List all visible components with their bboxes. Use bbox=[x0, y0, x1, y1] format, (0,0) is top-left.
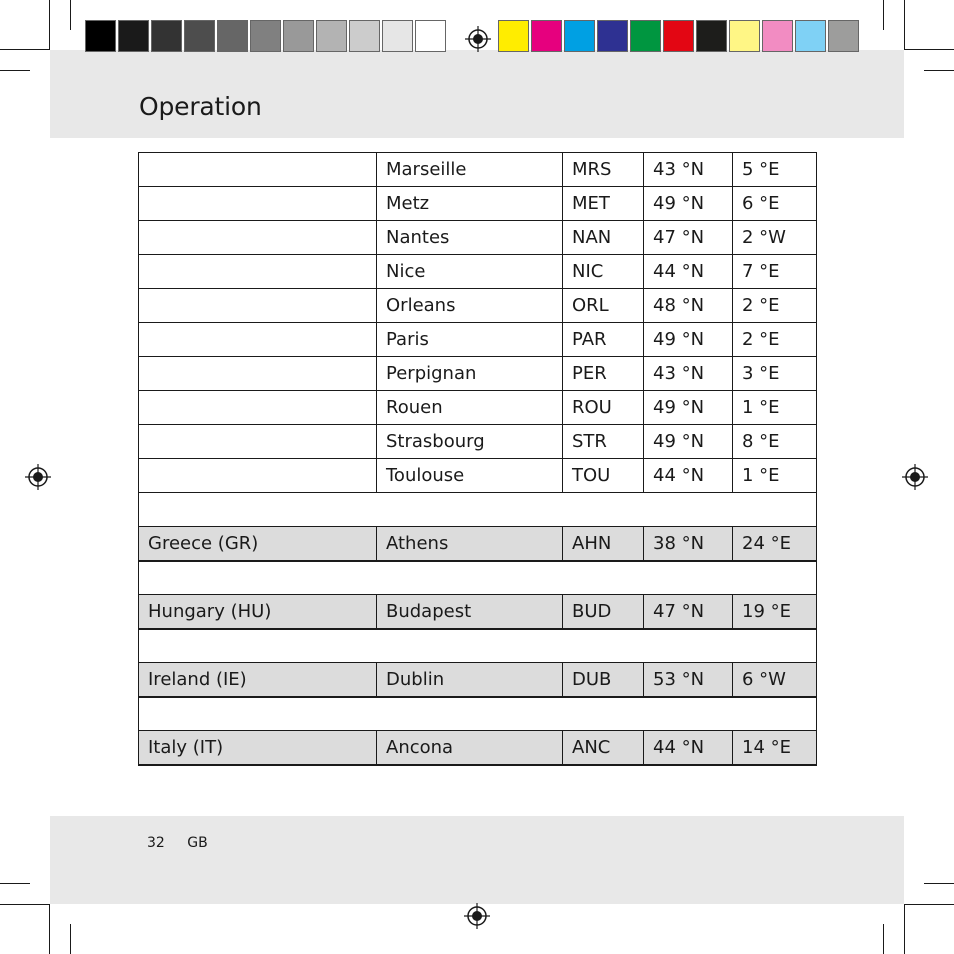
country-cell bbox=[139, 357, 377, 391]
table-row bbox=[139, 731, 817, 765]
latitude-cell: 43 °N bbox=[644, 357, 733, 391]
language-code: GB bbox=[187, 835, 208, 851]
city-cell: Dublin bbox=[377, 663, 563, 697]
longitude-cell: 19 °E bbox=[733, 595, 817, 629]
code-cell: MRS bbox=[563, 153, 644, 187]
color-swatch bbox=[762, 20, 793, 52]
table-row bbox=[139, 323, 817, 357]
color-swatch bbox=[415, 20, 446, 52]
city-cell: Budapest bbox=[377, 595, 563, 629]
color-swatch bbox=[828, 20, 859, 52]
latitude-cell: 48 °N bbox=[644, 289, 733, 323]
color-swatch bbox=[349, 20, 380, 52]
city-cell: Orleans bbox=[377, 289, 563, 323]
code-cell: BUD bbox=[563, 595, 644, 629]
city-cell: Rouen bbox=[377, 391, 563, 425]
table-row bbox=[139, 153, 817, 187]
table-row bbox=[139, 595, 817, 629]
longitude-cell: 5 °E bbox=[733, 153, 817, 187]
color-swatch bbox=[250, 20, 281, 52]
page-title: Operation bbox=[139, 92, 262, 121]
table-row bbox=[139, 255, 817, 289]
country-cell bbox=[139, 425, 377, 459]
country-cell: Italy (IT) bbox=[139, 731, 377, 765]
table-row bbox=[139, 391, 817, 425]
country-cell bbox=[139, 391, 377, 425]
country-cell bbox=[139, 289, 377, 323]
city-cell: Nantes bbox=[377, 221, 563, 255]
country-cell bbox=[139, 459, 377, 493]
color-swatch bbox=[531, 20, 562, 52]
city-cell: Strasbourg bbox=[377, 425, 563, 459]
crop-mark bbox=[904, 904, 954, 905]
code-cell: ORL bbox=[563, 289, 644, 323]
longitude-cell: 2 °W bbox=[733, 221, 817, 255]
city-table bbox=[138, 152, 817, 766]
country-cell: Greece (GR) bbox=[139, 527, 377, 561]
registration-mark-icon bbox=[464, 903, 490, 929]
code-cell: AHN bbox=[563, 527, 644, 561]
color-swatch bbox=[283, 20, 314, 52]
process-color-bar bbox=[498, 20, 861, 54]
latitude-cell: 47 °N bbox=[644, 221, 733, 255]
color-swatch bbox=[316, 20, 347, 52]
spacer-cell bbox=[139, 561, 817, 595]
spacer-row bbox=[139, 561, 817, 595]
city-cell: Paris bbox=[377, 323, 563, 357]
latitude-cell: 47 °N bbox=[644, 595, 733, 629]
spacer-row bbox=[139, 493, 817, 527]
latitude-cell: 43 °N bbox=[644, 153, 733, 187]
spacer-row bbox=[139, 697, 817, 731]
crop-mark bbox=[70, 0, 71, 30]
code-cell: PAR bbox=[563, 323, 644, 357]
crop-mark bbox=[0, 883, 30, 884]
city-cell: Athens bbox=[377, 527, 563, 561]
color-swatch bbox=[696, 20, 727, 52]
city-cell: Toulouse bbox=[377, 459, 563, 493]
footer-band bbox=[50, 816, 904, 904]
latitude-cell: 44 °N bbox=[644, 731, 733, 765]
crop-mark bbox=[70, 924, 71, 954]
crop-mark bbox=[49, 0, 50, 50]
spacer-cell bbox=[139, 629, 817, 663]
country-cell bbox=[139, 323, 377, 357]
color-swatch bbox=[498, 20, 529, 52]
latitude-cell: 49 °N bbox=[644, 391, 733, 425]
longitude-cell: 1 °E bbox=[733, 391, 817, 425]
color-swatch bbox=[795, 20, 826, 52]
crop-mark bbox=[904, 0, 905, 50]
crop-mark bbox=[883, 0, 884, 30]
crop-mark bbox=[904, 904, 905, 954]
crop-mark bbox=[924, 883, 954, 884]
code-cell: TOU bbox=[563, 459, 644, 493]
longitude-cell: 3 °E bbox=[733, 357, 817, 391]
color-swatch bbox=[564, 20, 595, 52]
crop-mark bbox=[924, 70, 954, 71]
longitude-cell: 24 °E bbox=[733, 527, 817, 561]
page-number: 32 bbox=[147, 835, 165, 851]
country-cell: Hungary (HU) bbox=[139, 595, 377, 629]
city-cell: Nice bbox=[377, 255, 563, 289]
crop-mark bbox=[883, 924, 884, 954]
color-swatch bbox=[382, 20, 413, 52]
latitude-cell: 53 °N bbox=[644, 663, 733, 697]
table-row bbox=[139, 221, 817, 255]
crop-mark bbox=[0, 70, 30, 71]
color-swatch bbox=[663, 20, 694, 52]
latitude-cell: 44 °N bbox=[644, 459, 733, 493]
table-row bbox=[139, 527, 817, 561]
code-cell: ROU bbox=[563, 391, 644, 425]
color-swatch bbox=[85, 20, 116, 52]
registration-mark-icon bbox=[902, 464, 928, 490]
crop-mark bbox=[49, 904, 50, 954]
color-swatch bbox=[118, 20, 149, 52]
table-row bbox=[139, 289, 817, 323]
crop-mark bbox=[0, 904, 50, 905]
crop-mark bbox=[904, 49, 954, 50]
spacer-row bbox=[139, 629, 817, 663]
city-cell: Metz bbox=[377, 187, 563, 221]
latitude-cell: 49 °N bbox=[644, 187, 733, 221]
spacer-cell bbox=[139, 697, 817, 731]
color-swatch bbox=[729, 20, 760, 52]
longitude-cell: 7 °E bbox=[733, 255, 817, 289]
country-cell bbox=[139, 221, 377, 255]
registration-mark-icon bbox=[465, 26, 491, 52]
longitude-cell: 6 °W bbox=[733, 663, 817, 697]
spacer-cell bbox=[139, 493, 817, 527]
table-row bbox=[139, 357, 817, 391]
table-row bbox=[139, 663, 817, 697]
latitude-cell: 38 °N bbox=[644, 527, 733, 561]
country-cell bbox=[139, 255, 377, 289]
longitude-cell: 2 °E bbox=[733, 323, 817, 357]
latitude-cell: 49 °N bbox=[644, 323, 733, 357]
code-cell: NIC bbox=[563, 255, 644, 289]
longitude-cell: 6 °E bbox=[733, 187, 817, 221]
grayscale-color-bar bbox=[85, 20, 448, 54]
registration-mark-icon bbox=[25, 464, 51, 490]
color-swatch bbox=[184, 20, 215, 52]
longitude-cell: 2 °E bbox=[733, 289, 817, 323]
page-footer bbox=[147, 835, 208, 851]
color-swatch bbox=[217, 20, 248, 52]
color-swatch bbox=[151, 20, 182, 52]
code-cell: PER bbox=[563, 357, 644, 391]
code-cell: ANC bbox=[563, 731, 644, 765]
crop-mark bbox=[0, 49, 50, 50]
country-cell: Ireland (IE) bbox=[139, 663, 377, 697]
color-swatch bbox=[597, 20, 628, 52]
city-cell: Perpignan bbox=[377, 357, 563, 391]
code-cell: DUB bbox=[563, 663, 644, 697]
color-swatch bbox=[630, 20, 661, 52]
country-cell bbox=[139, 187, 377, 221]
table-row bbox=[139, 187, 817, 221]
code-cell: STR bbox=[563, 425, 644, 459]
latitude-cell: 49 °N bbox=[644, 425, 733, 459]
longitude-cell: 14 °E bbox=[733, 731, 817, 765]
table-row bbox=[139, 459, 817, 493]
latitude-cell: 44 °N bbox=[644, 255, 733, 289]
city-cell: Marseille bbox=[377, 153, 563, 187]
longitude-cell: 8 °E bbox=[733, 425, 817, 459]
city-cell: Ancona bbox=[377, 731, 563, 765]
table-row bbox=[139, 425, 817, 459]
country-cell bbox=[139, 153, 377, 187]
longitude-cell: 1 °E bbox=[733, 459, 817, 493]
code-cell: MET bbox=[563, 187, 644, 221]
code-cell: NAN bbox=[563, 221, 644, 255]
